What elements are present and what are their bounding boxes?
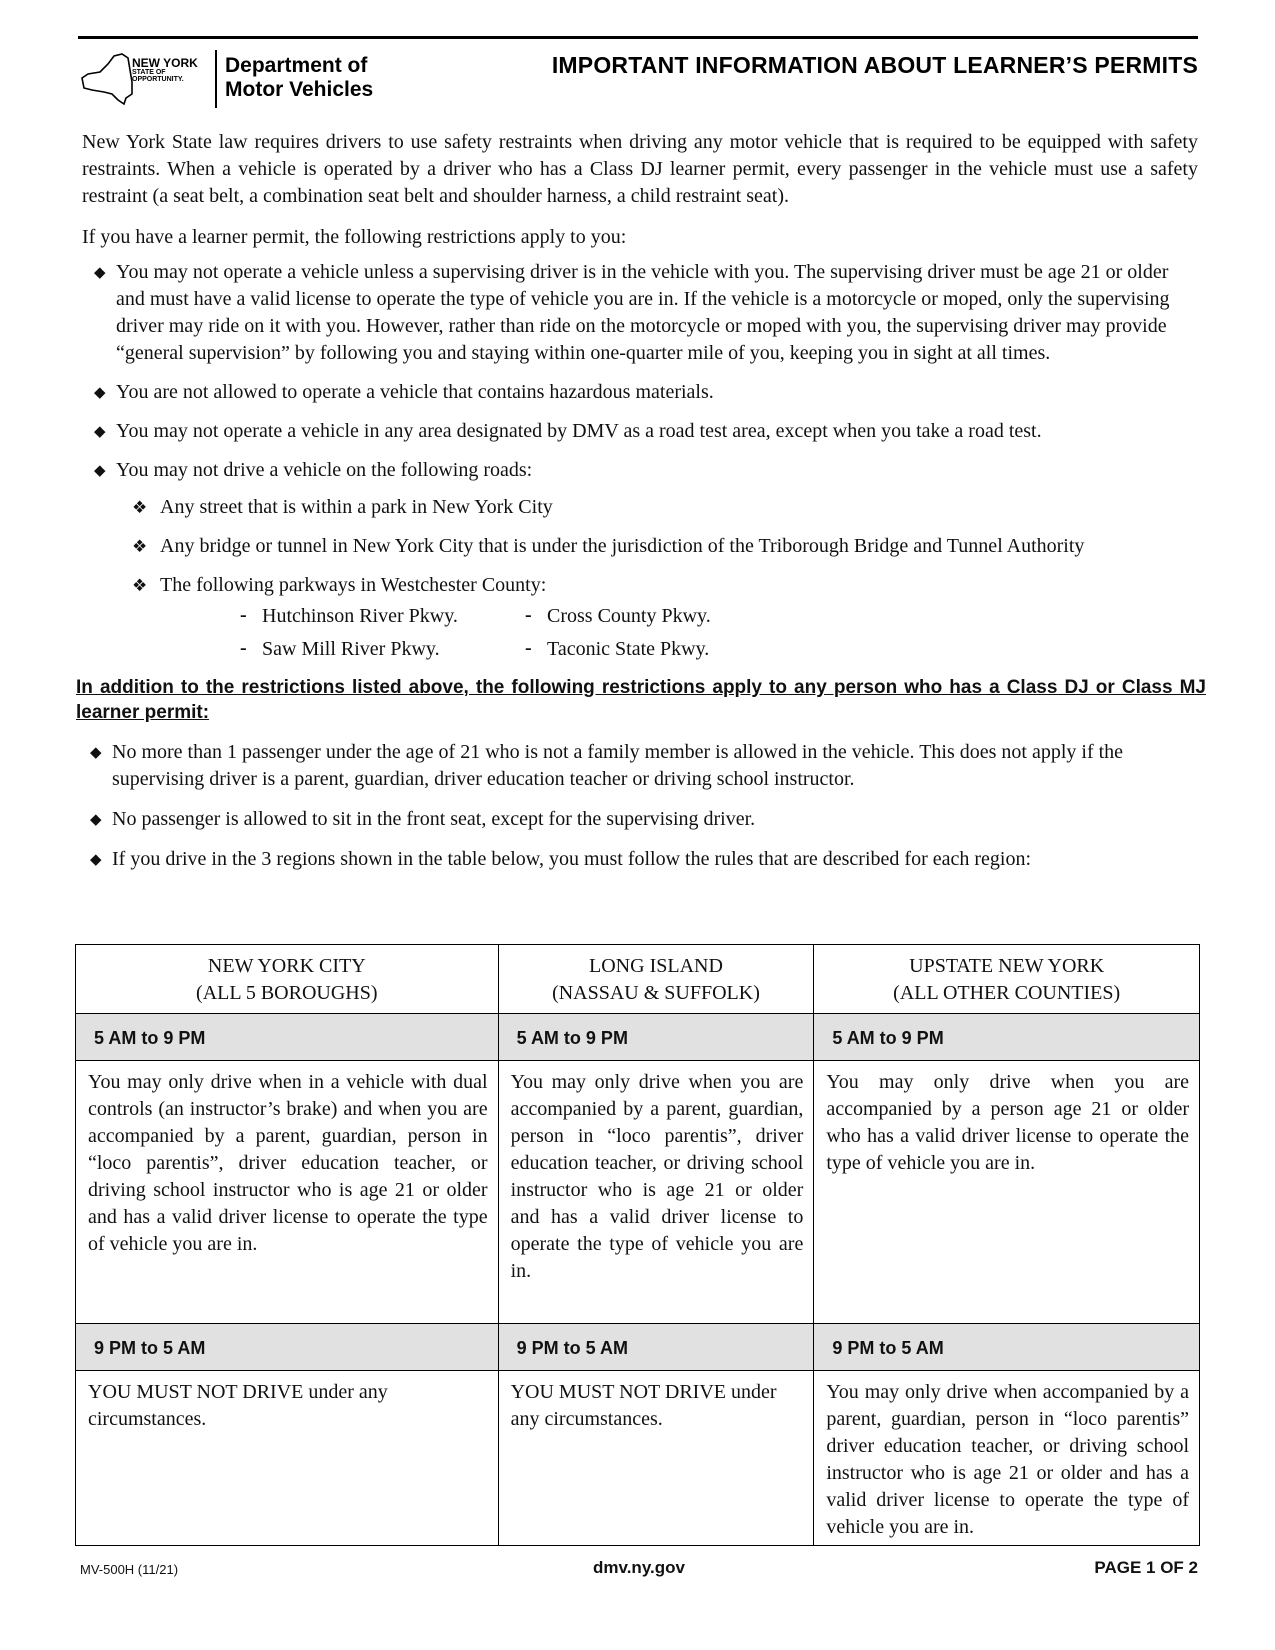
day-hours-label: 5 AM to 9 PM	[76, 1014, 499, 1061]
four-diamond-bullet-icon: ❖	[132, 537, 148, 556]
parkway-item: - Saw Mill River Pkwy.	[240, 637, 440, 660]
table-row	[76, 1061, 1200, 1324]
night-hours-label: 9 PM to 5 AM	[498, 1324, 814, 1371]
night-hours-label: 9 PM to 5 AM	[76, 1324, 499, 1371]
list-item: ◆ No more than 1 passenger under the age of 21 who is not a family member is allowed in the vehicle. This does not apply if the supervising driver is a parent, guardian, driver education teacher or driving school instructor.	[90, 741, 1124, 790]
parkways-list	[240, 603, 1198, 663]
region-rules-table	[75, 944, 1200, 1546]
region-header-nyc: NEW YORK CITY (ALL 5 BOROUGHS)	[76, 945, 499, 1014]
additional-restrictions-list	[82, 739, 1198, 873]
page-header	[78, 44, 1198, 110]
agency-name: Department of Motor Vehicles	[225, 54, 374, 101]
table-row	[76, 1371, 1200, 1546]
night-hours-label: 9 PM to 5 AM	[814, 1324, 1200, 1371]
logo-wordmark: NEW YORK STATE OF OPPORTUNITY.	[132, 56, 198, 83]
nys-dmv-logo	[78, 48, 378, 110]
list-item: ◆ You may not operate a vehicle in any area designated by DMV as a road test area, except when you take a road test.	[82, 418, 1198, 445]
list-item: ◆ You may not operate a vehicle unless a supervising driver is in the vehicle with you. The supervising driver must be age 21 or older and must have a valid license to operate the type of vehicle you are in. If the vehicle is a motorcycle or moped, only the supervising driver may ride on it with you. However, rather than ride on the motorcycle or moped with you, the supervising driver may provide “general supervision” by following you and staying within one-quarter mile of you, keeping you in sight at all times.	[94, 261, 1170, 364]
additional-restrictions-heading: In addition to the restrictions listed above, the following restrictions apply to any person who has a Class DJ or Class MJ learner permit:	[76, 677, 1206, 723]
day-rule-long-island: You may only drive when you are accompanied by a parent, guardian, person in “loco parentis”, driver education teacher, or driving school instructor who is age 21 or older and has a valid driver license to operate the type of vehicle you are in.	[498, 1061, 814, 1324]
day-hours-label: 5 AM to 9 PM	[498, 1014, 814, 1061]
list-item: ❖ Any bridge or tunnel in New York City that is under the jurisdiction of the Triborough Bridge and Tunnel Authority	[116, 533, 1198, 560]
day-rule-upstate: You may only drive when you are accompanied by a person age 21 or older who has a valid driver license to operate the type of vehicle you are in.	[814, 1061, 1200, 1324]
table-header-row	[76, 945, 1200, 1014]
diamond-bullet-icon: ◆	[94, 265, 106, 281]
region-header-long-island: LONG ISLAND (NASSAU & SUFFOLK)	[498, 945, 814, 1014]
parkway-item: - Hutchinson River Pkwy.	[240, 604, 458, 627]
night-rule-upstate: You may only drive when accompanied by a parent, guardian, person in “loco parentis” driver education teacher, or driving school instructor who is age 21 or older and has a valid driver license to operate the type of vehicle you are in.	[814, 1371, 1200, 1546]
day-hours-label: 5 AM to 9 PM	[814, 1014, 1200, 1061]
diamond-bullet-icon: ◆	[90, 745, 102, 761]
form-number: MV-500H (11/21)	[80, 1562, 179, 1577]
diamond-bullet-icon: ◆	[94, 463, 106, 479]
list-item: ◆ You may not drive a vehicle on the following roads: ❖ Any street that is within a park in New York City ❖ Any bridge or tunnel in New York City that is under the jurisdiction of the Triborough Bridge and Tunnel Authority ❖ The following parkways in Westchester County: - Hutchinson River Pkwy. - Cross County Pkwy. - Saw Mill River Pkwy. - Taconic State Pkwy.	[82, 457, 1198, 663]
document-title: IMPORTANT INFORMATION ABOUT LEARNER’S PERMITS	[551, 52, 1198, 78]
diamond-bullet-icon: ◆	[94, 424, 106, 440]
restrictions-list	[82, 259, 1198, 663]
intro-paragraph: New York State law requires drivers to use safety restraints when driving any motor vehicle that is required to be equipped with safety restraints. When a vehicle is operated by a driver who has a Class DJ learner permit, every passenger in the vehicle must use a safety restraint (a seat belt, a combination seat belt and shoulder harness, a child restraint seat).	[82, 131, 1198, 207]
table-row	[76, 1014, 1200, 1061]
day-rule-nyc: You may only drive when in a vehicle with dual controls (an instructor’s brake) and when you are accompanied by a parent, guardian, person in “loco parentis”, driver education teacher, or driving school instructor who is age 21 or older and has a valid driver license to operate the type of vehicle you are in.	[76, 1061, 499, 1324]
list-item: ◆ No passenger is allowed to sit in the front seat, except for the supervising driver.	[82, 806, 1198, 833]
restrictions-lead: If you have a learner permit, the following restrictions apply to you:	[82, 226, 627, 248]
parkway-item: - Taconic State Pkwy.	[525, 637, 710, 660]
new-york-state-map-icon	[78, 48, 136, 106]
diamond-bullet-icon: ◆	[90, 812, 102, 828]
region-header-upstate: UPSTATE NEW YORK (ALL OTHER COUNTIES)	[814, 945, 1200, 1014]
website-link[interactable]: dmv.ny.gov	[593, 1558, 685, 1577]
logo-divider	[215, 50, 217, 108]
page-number: PAGE 1 OF 2	[1094, 1558, 1198, 1577]
header-rule	[78, 36, 1198, 39]
diamond-bullet-icon: ◆	[94, 385, 106, 401]
parkway-item: - Cross County Pkwy.	[525, 604, 711, 627]
document-body	[76, 129, 1206, 886]
restricted-roads-list	[116, 494, 1198, 663]
night-rule-long-island: YOU MUST NOT DRIVE under any circumstances.	[498, 1371, 814, 1546]
night-rule-nyc: YOU MUST NOT DRIVE under any circumstances.	[76, 1371, 499, 1546]
list-item: ◆ If you drive in the 3 regions shown in the table below, you must follow the rules that are described for each region:	[82, 846, 1198, 873]
list-item: ◆ You are not allowed to operate a vehicle that contains hazardous materials.	[82, 379, 1198, 406]
list-item: ❖ Any street that is within a park in New York City	[116, 494, 1198, 521]
table-row	[76, 1324, 1200, 1371]
diamond-bullet-icon: ◆	[90, 852, 102, 868]
four-diamond-bullet-icon: ❖	[132, 576, 148, 595]
list-item: ❖ The following parkways in Westchester County: - Hutchinson River Pkwy. - Cross County Pkwy. - Saw Mill River Pkwy. - Taconic State Pkwy.	[116, 572, 1198, 663]
four-diamond-bullet-icon: ❖	[132, 498, 148, 517]
